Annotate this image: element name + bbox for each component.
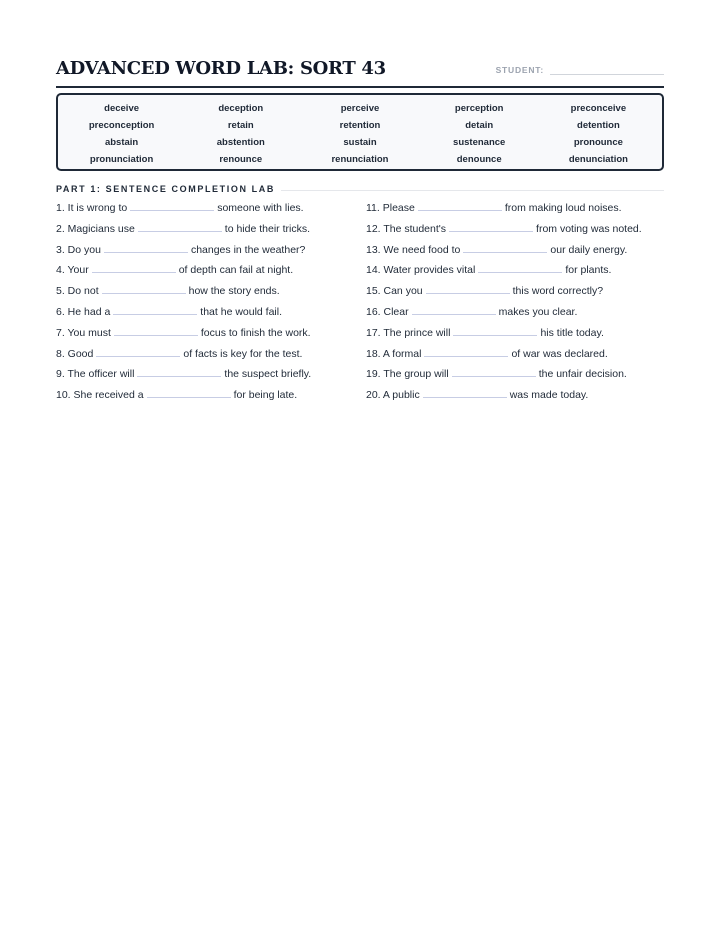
answer-blank[interactable] xyxy=(424,346,508,357)
answer-blank[interactable] xyxy=(426,283,510,294)
question-text-before: 11. Please xyxy=(366,202,415,214)
question-text-before: 2. Magicians use xyxy=(56,222,135,235)
question-item xyxy=(56,325,356,346)
question-text-before: 6. He had a xyxy=(56,305,111,318)
question-item xyxy=(56,262,356,283)
question-text-after: the unfair decision. xyxy=(538,368,627,381)
answer-blank[interactable] xyxy=(102,283,186,294)
question-text-before: 12. The student's xyxy=(366,222,447,235)
answer-blank[interactable] xyxy=(96,346,180,357)
questions-column-left xyxy=(56,200,356,408)
question-text-before: 16. Clear xyxy=(366,305,409,318)
word-bank-item: denunciation xyxy=(568,154,628,165)
word-bank-item: renunciation xyxy=(331,154,389,165)
word-bank xyxy=(56,93,664,171)
question-text-before: 15. Can you xyxy=(366,285,423,298)
word-bank-item: sustenance xyxy=(453,137,506,148)
question-text-after: the suspect briefly. xyxy=(224,368,312,381)
word-bank-item: denounce xyxy=(456,154,502,165)
answer-blank[interactable] xyxy=(412,304,496,315)
question-text-before: 1. It is wrong to xyxy=(56,202,128,214)
answer-blank[interactable] xyxy=(449,221,533,232)
question-text-before: 4. Your xyxy=(56,264,89,277)
section-divider xyxy=(281,190,664,191)
question-text-before: 5. Do not xyxy=(56,285,99,298)
question-text-after: focus to finish the work. xyxy=(200,326,311,339)
question-text-after: from voting was noted. xyxy=(536,222,642,235)
student-name-line[interactable] xyxy=(550,64,664,75)
question-item xyxy=(366,200,666,221)
section-title: PART 1: SENTENCE COMPLETION LAB xyxy=(56,184,275,194)
question-item xyxy=(366,346,666,367)
question-item xyxy=(56,387,356,408)
question-item xyxy=(56,283,356,304)
word-bank-item: abstain xyxy=(104,137,139,148)
answer-blank[interactable] xyxy=(463,242,547,253)
question-text-after: how the story ends. xyxy=(188,285,280,298)
word-bank-item: preconception xyxy=(88,120,155,131)
question-item xyxy=(366,387,666,408)
word-bank-item: retain xyxy=(227,120,254,131)
question-item xyxy=(366,366,666,387)
answer-blank[interactable] xyxy=(418,200,502,211)
word-bank-item: renounce xyxy=(219,154,263,165)
question-text-after: his title today. xyxy=(540,326,604,339)
question-text-before: 9. The officer will xyxy=(56,368,135,381)
question-text-before: 8. Good xyxy=(56,347,94,360)
page-title: ADVANCED WORD LAB: SORT 43 xyxy=(56,58,386,79)
answer-blank[interactable] xyxy=(452,366,536,377)
question-text-after: for being late. xyxy=(233,389,298,402)
question-item xyxy=(56,304,356,325)
word-bank-item: perception xyxy=(454,103,504,114)
question-text-after: our daily energy. xyxy=(550,243,628,256)
question-text-after: of depth can fail at night. xyxy=(178,264,294,277)
answer-blank[interactable] xyxy=(453,325,537,336)
word-bank-item: pronunciation xyxy=(89,154,154,165)
answer-blank[interactable] xyxy=(423,387,507,398)
question-text-before: 20. A public xyxy=(366,389,420,402)
answer-blank[interactable] xyxy=(114,325,198,336)
answer-blank[interactable] xyxy=(130,200,214,211)
answer-blank[interactable] xyxy=(147,387,231,398)
question-text-after: of facts is key for the test. xyxy=(183,347,303,360)
word-bank-item: detain xyxy=(465,120,494,131)
word-bank-item: deception xyxy=(218,103,264,114)
question-item xyxy=(366,242,666,263)
question-text-before: 7. You must xyxy=(56,326,111,339)
question-item xyxy=(366,221,666,242)
questions-column-right xyxy=(366,200,666,408)
section-heading xyxy=(56,184,664,194)
question-text-after: was made today. xyxy=(509,389,589,402)
word-bank-item: abstention xyxy=(216,137,265,148)
word-bank-item: preconceive xyxy=(570,103,627,114)
question-text-after: makes you clear. xyxy=(498,305,578,318)
question-item xyxy=(56,221,356,242)
question-text-before: 10. She received a xyxy=(56,389,144,402)
student-label: STUDENT: xyxy=(495,65,544,75)
answer-blank[interactable] xyxy=(138,221,222,232)
question-text-before: 19. The group will xyxy=(366,368,449,381)
question-text-after: changes in the weather? xyxy=(190,243,306,256)
question-text-before: 13. We need food to xyxy=(366,243,461,256)
question-text-after: to hide their tricks. xyxy=(224,222,310,235)
word-bank-item: deceive xyxy=(104,103,140,114)
answer-blank[interactable] xyxy=(104,242,188,253)
word-bank-item: detention xyxy=(577,120,620,131)
student-field xyxy=(496,64,664,75)
question-item xyxy=(366,283,666,304)
question-text-after: that he would fail. xyxy=(200,305,283,318)
header xyxy=(56,56,664,88)
question-text-after: someone with lies. xyxy=(217,202,304,214)
question-text-after: for plants. xyxy=(565,264,612,277)
question-text-before: 14. Water provides vital xyxy=(366,264,476,277)
answer-blank[interactable] xyxy=(113,304,197,315)
question-text-after: this word correctly? xyxy=(512,285,604,298)
question-item xyxy=(366,304,666,325)
question-item xyxy=(56,366,356,387)
question-item xyxy=(366,262,666,283)
question-text-before: 18. A formal xyxy=(366,347,422,360)
word-bank-item: perceive xyxy=(340,103,380,114)
question-text-before: 17. The prince will xyxy=(366,326,451,339)
word-bank-item: sustain xyxy=(343,137,377,148)
answer-blank[interactable] xyxy=(92,262,176,273)
word-bank-item: retention xyxy=(339,120,381,131)
question-text-after: of war was declared. xyxy=(511,347,608,360)
question-item xyxy=(56,200,356,221)
question-text-after: from making loud noises. xyxy=(504,202,622,214)
answer-blank[interactable] xyxy=(478,262,562,273)
question-item xyxy=(56,346,356,367)
question-text-before: 3. Do you xyxy=(56,243,101,256)
question-item xyxy=(56,242,356,263)
question-item xyxy=(366,325,666,346)
answer-blank[interactable] xyxy=(137,366,221,377)
word-bank-item: pronounce xyxy=(573,137,623,148)
